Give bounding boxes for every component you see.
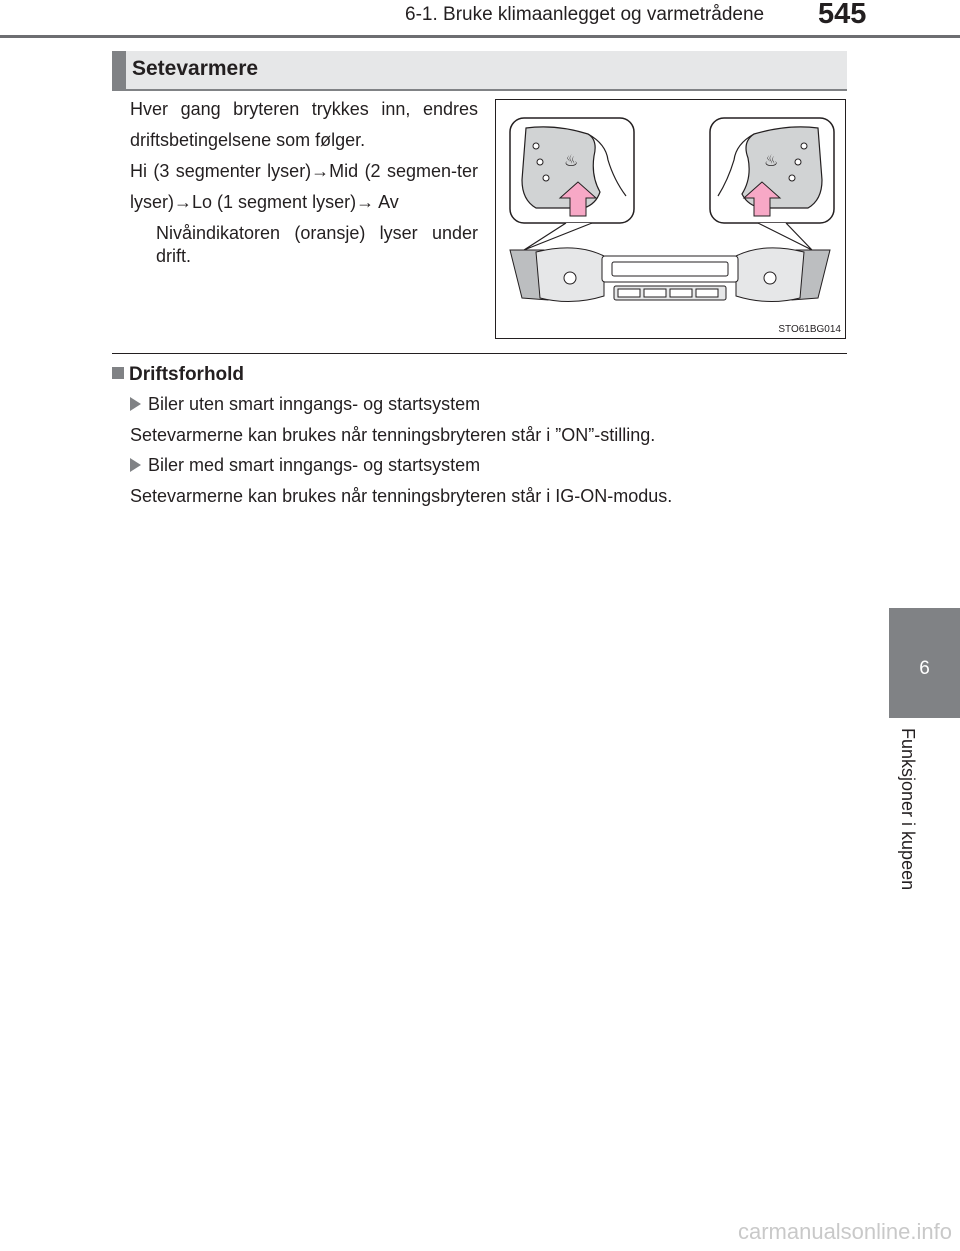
chapter-number: 6 bbox=[919, 658, 930, 679]
section-heading bbox=[112, 51, 847, 91]
section-heading-bar bbox=[112, 51, 126, 89]
condition-item-1 bbox=[130, 394, 480, 415]
condition-item-2 bbox=[130, 455, 480, 476]
indicator-note: Nivåindikatoren (oransje) lyser under drift. bbox=[156, 223, 478, 266]
section-divider bbox=[112, 353, 847, 354]
watermark: carmanualsonline.info bbox=[737, 1219, 952, 1244]
chapter-tab bbox=[889, 608, 960, 718]
chapter-label: Funksjoner i kupeen bbox=[898, 728, 918, 891]
conditions-heading bbox=[112, 364, 244, 386]
seat-heater-illustration bbox=[496, 100, 845, 338]
square-bullet-icon bbox=[112, 367, 124, 379]
figure-code: STO61BG014 bbox=[778, 324, 841, 335]
section-title: Setevarmere bbox=[132, 57, 259, 80]
header-title: 6-1. Bruke klimaanlegget og varmetrådene bbox=[405, 4, 765, 25]
header-rule bbox=[0, 35, 960, 38]
triangle-bullet-icon bbox=[130, 397, 141, 411]
condition-item-2-title: Biler med smart inngangs- og startsystem bbox=[148, 455, 481, 475]
condition-item-2-text: Setevarmerne kan brukes når tenningsbryteren står i IG-ON-modus. bbox=[130, 486, 673, 506]
triangle-bullet-icon bbox=[130, 458, 141, 472]
paragraph-1: Hver gang bryteren trykkes inn, endres driftsbetingelsene som følger. bbox=[130, 99, 478, 150]
page-number: 545 bbox=[818, 0, 867, 30]
condition-item-1-title: Biler uten smart inngangs- og startsystem bbox=[148, 394, 481, 414]
seat-heater-figure bbox=[495, 99, 846, 339]
conditions-heading-text: Driftsforhold bbox=[129, 364, 245, 385]
svg-text:♨: ♨ bbox=[764, 151, 779, 170]
paragraph-2: Hi (3 segmenter lyser)→Mid (2 segmen-ter lyser)→Lo (1 segment lyser)→ Av bbox=[130, 161, 478, 212]
condition-item-1-text: Setevarmerne kan brukes når tenningsbryteren står i ”ON”-stilling. bbox=[130, 425, 656, 445]
section-body bbox=[130, 94, 478, 218]
svg-text:♨: ♨ bbox=[564, 151, 579, 170]
